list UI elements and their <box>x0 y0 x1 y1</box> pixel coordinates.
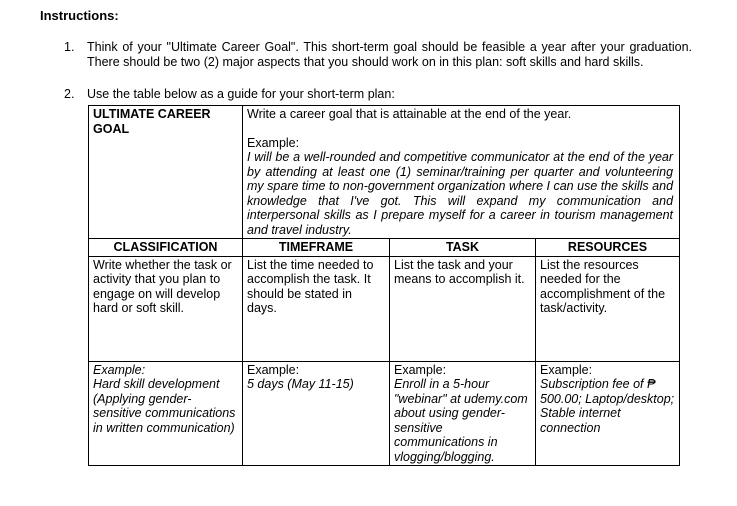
spacer <box>247 122 673 136</box>
header-timeframe: TIMEFRAME <box>243 239 390 257</box>
example-text: Hard skill development (Applying gender-sensitive communications in written communication) <box>93 377 236 435</box>
instruction-item-1 <box>64 40 692 69</box>
header-resources: RESOURCES <box>536 239 680 257</box>
header-row <box>89 239 680 257</box>
goal-content-cell <box>243 106 680 239</box>
instructions-heading: Instructions: <box>40 8 119 23</box>
description-resources: List the resources needed for the accomplishment of the task/activity. <box>536 256 680 361</box>
description-task: List the task and your means to accomplish it. <box>390 256 536 361</box>
example-label: Example: <box>247 362 300 377</box>
header-task: TASK <box>390 239 536 257</box>
description-classification: Write whether the task or activity that you plan to engage on will develop hard or soft skill. <box>89 256 243 361</box>
goal-example-text: I will be a well-rounded and competitive communicator at the end of the year by attending at least one (1) seminar/training per quarter and volunteering my spare time to non-government organization where I can use the skills and knowledge that I've got. This will expand my communication and interpersonal skills as I prepare myself for a career in tourism management and travel industry. <box>247 150 674 237</box>
goal-label-cell <box>89 106 243 239</box>
header-classification: CLASSIFICATION <box>89 239 243 257</box>
example-classification <box>89 361 243 466</box>
example-label: Example: <box>93 362 146 377</box>
career-plan-table <box>88 105 680 466</box>
example-text: Enroll in a 5-hour "webinar" at udemy.com about using gender-sensitive communications in vlogging/blogging. <box>394 377 528 464</box>
example-task <box>390 361 536 466</box>
description-timeframe: List the time needed to accomplish the task. It should be stated in days. <box>243 256 390 361</box>
example-text: Subscription fee of ₱ 500.00; Laptop/desktop; Stable internet connection <box>540 377 675 435</box>
goal-row <box>89 106 680 239</box>
example-label: Example: <box>394 362 447 377</box>
example-resources <box>536 361 680 466</box>
example-timeframe <box>243 361 390 466</box>
goal-label: ULTIMATE CAREER GOAL <box>93 107 211 136</box>
instruction-number: 1. <box>64 40 75 54</box>
instruction-text: Use the table below as a guide for your short-term plan: <box>87 87 395 101</box>
goal-instruction: Write a career goal that is attainable at the end of the year. <box>247 107 572 121</box>
instruction-text: Think of your "Ultimate Career Goal". This short-term goal should be feasible a year after your graduation. There should be two (2) major aspects that you should work on in this plan: soft skills and hard skills. <box>87 40 692 69</box>
goal-example-label: Example: <box>247 135 300 150</box>
example-text: 5 days (May 11-15) <box>247 377 354 391</box>
example-label: Example: <box>540 362 593 377</box>
instruction-item-2 <box>64 87 692 102</box>
example-row <box>89 361 680 466</box>
instruction-number: 2. <box>64 87 75 101</box>
description-row <box>89 256 680 361</box>
